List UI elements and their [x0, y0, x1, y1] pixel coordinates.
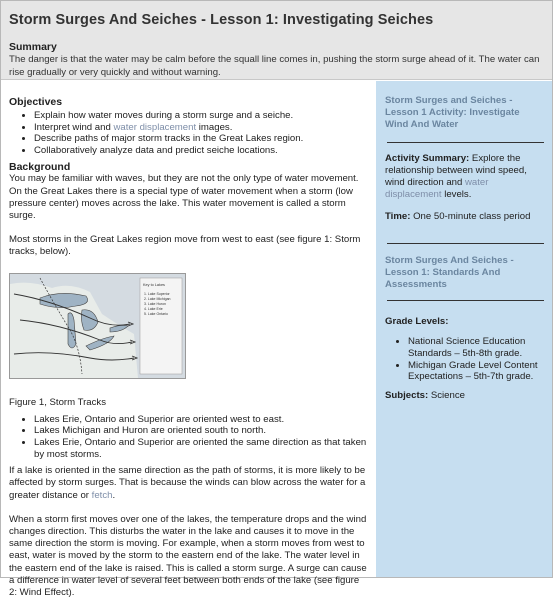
- subjects-label: Subjects:: [385, 389, 429, 401]
- water-displacement-link[interactable]: water displacement: [113, 121, 197, 133]
- activity-summary: [385, 153, 544, 202]
- paragraph-text: .: [112, 489, 116, 501]
- time-info: [385, 211, 544, 223]
- activity-summary-text: Explore the relationship between wind speed, wind direction and: [385, 152, 527, 189]
- background-paragraph: [9, 465, 369, 502]
- background-paragraph: Most storms in the Great Lakes region move from west to east (see figure 1: Storm tracks, below).: [9, 234, 361, 258]
- summary-label: Summary: [9, 41, 57, 53]
- map-key-item: 1. Lake Superior: [144, 291, 170, 296]
- objective-item: • Explain how water moves during a storm surge and a seiche.: [34, 110, 369, 122]
- activity-lesson-link[interactable]: Storm Surges and Seiches - Lesson 1 Activity: Investigate Wind And Water: [385, 95, 520, 131]
- lesson-header: [1, 1, 552, 80]
- subjects-text: Science: [428, 389, 465, 401]
- figure-note-item: • Lakes Erie, Ontario and Superior are oriented the same direction as that taken by most storms.: [34, 437, 369, 460]
- grade-levels-heading: Grade Levels:: [385, 316, 449, 328]
- map-key-item: 2. Lake Michigan: [144, 296, 171, 301]
- subjects-info: [385, 390, 544, 402]
- time-label: Time:: [385, 211, 411, 223]
- fetch-link[interactable]: fetch: [91, 489, 113, 501]
- map-key-item: 5. Lake Ontario: [144, 311, 168, 316]
- objective-item: • Describe paths of major storm tracks in the Great Lakes region.: [34, 133, 369, 145]
- objective-item: • Collaboratively analyze data and predict seiche locations.: [34, 145, 369, 157]
- standards-lesson-link[interactable]: Storm Surges And Seiches - Lesson 1: Standards And Assessments: [385, 254, 514, 291]
- background-paragraph: You may be familiar with waves, but they are not the only type of water movement. On the Great Lakes there is a special type of water movement when a storm (low pressure center) moves across the lake. This water movement is called a storm surge.: [9, 173, 359, 221]
- summary-text: The danger is that the water may be calm before the squall line comes in, pushing the storm surge ahead of it. The water can rise gradually or very quickly and without warning.: [9, 54, 540, 78]
- objectives-heading: Objectives: [9, 96, 63, 108]
- map-key-item: 3. Lake Huron: [144, 301, 166, 306]
- grade-levels-list: [385, 336, 544, 382]
- divider: [387, 142, 544, 143]
- objective-text: images.: [196, 121, 233, 133]
- water-displacement-link[interactable]: water displacement: [385, 177, 489, 201]
- map-key-item: 4. Lake Erie: [144, 306, 163, 311]
- objective-item: [34, 122, 369, 134]
- time-text: One 50-minute class period: [410, 211, 531, 223]
- activity-summary-label: Activity Summary:: [385, 152, 470, 164]
- grade-level-item: • National Science Education Standards – 5th-8th grade.: [408, 336, 544, 359]
- storm-tracks-map-graphic: [10, 274, 185, 378]
- objective-text: Interpret wind and: [34, 121, 114, 133]
- grade-level-item: • Michigan Grade Level Content Expectations – 5th-7th grade.: [408, 360, 544, 383]
- divider: [387, 243, 544, 244]
- page-title: Storm Surges And Seiches - Lesson 1: Investigating Seiches: [9, 12, 434, 28]
- activity-summary-text: levels.: [441, 189, 472, 201]
- figure-note-item: • Lakes Erie, Ontario and Superior are oriented west to east.: [34, 414, 369, 426]
- background-heading: Background: [9, 161, 71, 174]
- divider: [387, 300, 544, 301]
- figure-notes-list: [9, 414, 369, 460]
- sidebar: [376, 81, 552, 577]
- objectives-list: [9, 110, 369, 156]
- storm-tracks-map: [9, 273, 186, 379]
- figure-note-item: • Lakes Michigan and Huron are oriented south to north.: [34, 425, 369, 437]
- map-key-title: Key to Lakes: [143, 282, 165, 287]
- main-content: [9, 96, 369, 599]
- figure-caption: Figure 1, Storm Tracks: [9, 396, 107, 408]
- grade-levels-label: [385, 316, 544, 328]
- background-paragraph: When a storm first moves over one of the lakes, the temperature drops and the wind changes direction. This disturbs the water in the lake and causes it to move in the same direction the storm is moving. For example, when a storm moves from west to east, water is moved by the storm to the eastern end of the lake. The water level in the eastern end of the lake is raised. This is called a storm surge. A surge can cause a difference in water level of several feet between both ends of the lake (see figure 2: Wind Effect).: [9, 513, 367, 598]
- paragraph-text: If a lake is oriented in the same direction as the path of storms, it is more likely to be affected by storm surges. That is because the winds can blow across the water for a greater distance or: [9, 465, 366, 501]
